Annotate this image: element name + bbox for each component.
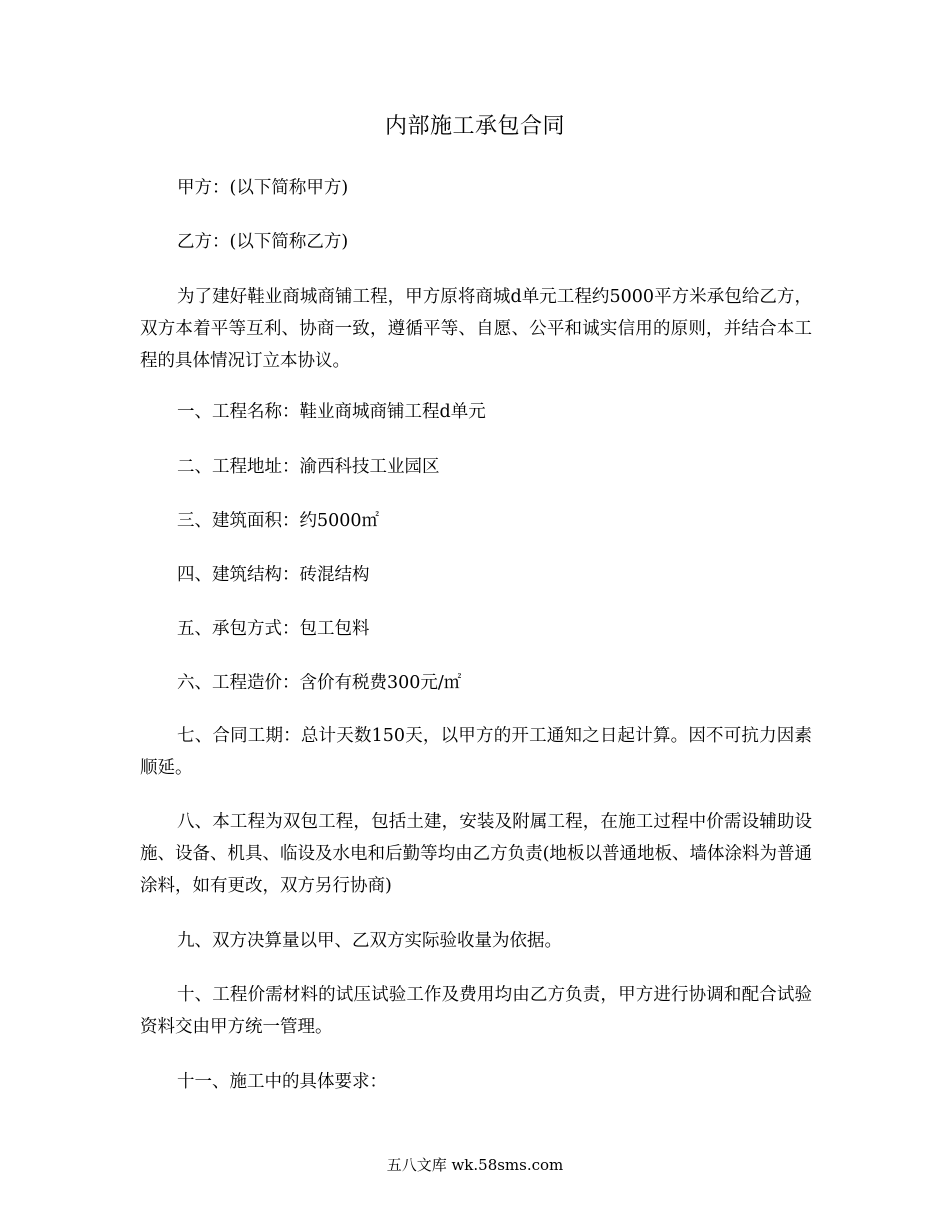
footer-watermark: 五八文库 wk.58sms.com <box>386 1156 564 1174</box>
clause-6-cost: 六、工程造价：含价有税费300元/㎡ <box>177 673 462 693</box>
party-b-line: 乙方：(以下简称乙方) <box>177 232 349 252</box>
clause-5-contract-mode: 五、承包方式：包工包料 <box>177 619 370 639</box>
clause-8-scope: 八、本工程为双包工程，包括土建，安装及附属工程，在施工过程中价需设辅助设施、设备、机具、临设及水电和后勤等均由乙方负责(地板以普通地板、墙体涂料为普通涂料，如有更改，双方另行协商) <box>140 812 812 896</box>
clause-1-project-name: 一、工程名称：鞋业商城商铺工程d单元 <box>177 402 486 422</box>
clause-9-settlement: 九、双方决算量以甲、乙双方实际验收量为依据。 <box>177 931 562 951</box>
clause-2-project-address: 二、工程地址：渝西科技工业园区 <box>177 457 440 477</box>
clause-4-structure: 四、建筑结构：砖混结构 <box>177 565 370 585</box>
preamble-paragraph: 为了建好鞋业商城商铺工程，甲方原将商城d单元工程约5000平方米承包给乙方，双方本着平等互利、协商一致，遵循平等、自愿、公平和诚实信用的原则，并结合本工程的具体情况订立本协议。 <box>140 287 812 371</box>
party-a-line: 甲方：(以下简称甲方) <box>177 178 349 198</box>
document-title: 内部施工承包合同 <box>384 114 565 139</box>
clause-7-duration: 七、合同工期：总计天数150天，以甲方的开工通知之日起计算。因不可抗力因素顺延。 <box>140 726 812 778</box>
clause-10-testing: 十、工程价需材料的试压试验工作及费用均由乙方负责，甲方进行协调和配合试验资料交由甲方统一管理。 <box>140 985 812 1037</box>
clause-3-floor-area: 三、建筑面积：约5000㎡ <box>177 511 380 531</box>
clause-11-requirements: 十一、施工中的具体要求： <box>177 1072 387 1092</box>
